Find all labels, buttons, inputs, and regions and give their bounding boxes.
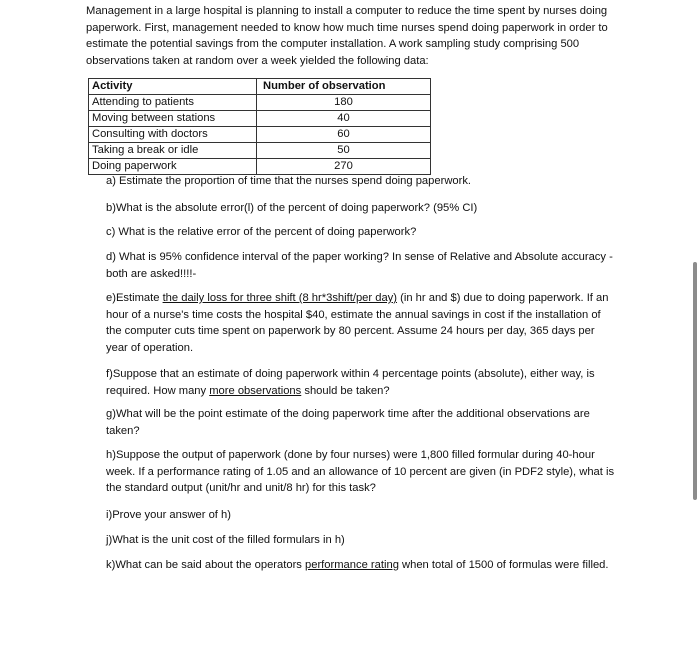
question-a: a) Estimate the proportion of time that the nurses spend doing paperwork. (106, 175, 472, 187)
question-f (106, 366, 616, 399)
question-h: h)Suppose the output of paperwork (done by four nurses) were 1,800 filled formular during 40-hour week. If a performance rating of 1.05 and an allowance of 10 percent are given (in PDF2 style), what is the standard output (unit/hr and unit/8 hr) for this task? (106, 449, 615, 495)
count-cell: 40 (257, 111, 431, 127)
question-k-rest: when total of 1500 of formulas were filled. (398, 559, 609, 571)
question-d: d) What is 95% confidence interval of the paper working? In sense of Relative and Absolute accuracy -both are asked!!!!- (106, 251, 613, 280)
count-cell: 270 (257, 159, 431, 175)
question-f-underlined: more observations (209, 384, 302, 397)
table-row (89, 111, 431, 127)
count-cell: 50 (257, 143, 431, 159)
question-k (106, 557, 616, 574)
activity-cell: Taking a break or idle (89, 143, 257, 159)
question-k-underlined: performance rating (305, 559, 399, 571)
activity-cell: Consulting with doctors (89, 127, 257, 143)
table-row (89, 95, 431, 111)
question-g: g)What will be the point estimate of the doing paperwork time after the additional observations are taken? (106, 408, 590, 437)
activity-cell: Attending to patients (89, 95, 257, 111)
table-row (89, 127, 431, 143)
question-k-text: k)What can be said about the operators (106, 559, 306, 571)
count-cell: 60 (257, 127, 431, 143)
count-cell: 180 (257, 95, 431, 111)
question-j: j)What is the unit cost of the filled formulars in h) (106, 534, 345, 546)
question-e-text: e)Estimate (106, 292, 163, 304)
observation-table (88, 78, 431, 175)
question-i: i)Prove your answer of h) (106, 509, 231, 521)
question-f-text: f)Suppose that an estimate of doing paperwork within 4 percentage points (absolute), either way, is required. How many (106, 368, 595, 397)
intro-paragraph: Management in a large hospital is planning to install a computer to reduce the time spent by nurses doing paperwork. First, management needed to know how much time nurses spend doing paperwork in order to estimate the potential savings from the computer installation. A work sampling study comprising 500 observations taken at random over a week yielded the following data: (86, 5, 608, 68)
header-number-of-observation: Number of observation (257, 79, 431, 95)
table-header-row (89, 79, 431, 95)
question-e (106, 290, 616, 357)
question-e-underlined: the daily loss for three shift (8 hr*3shift/per day) (162, 292, 398, 304)
question-c: c) What is the relative error of the percent of doing paperwork? (106, 226, 417, 238)
question-f-rest: should be taken? (301, 384, 390, 397)
vertical-scrollbar[interactable] (693, 262, 697, 500)
table-row (89, 143, 431, 159)
activity-cell: Doing paperwork (89, 159, 257, 175)
activity-cell: Moving between stations (89, 111, 257, 127)
question-b: b)What is the absolute error(l) of the percent of doing paperwork? (95% CI) (106, 202, 478, 214)
header-activity: Activity (89, 79, 257, 95)
question-e-rest: (in hr and $) due to doing paperwork. If an hour of a nurse's time costs the hospital $40, estimate the annual savings in cost if the installation of the computer cuts time spent on paperwork by 80 percent. Assume 24 hours per day, 365 days per year of operation. (106, 292, 609, 355)
